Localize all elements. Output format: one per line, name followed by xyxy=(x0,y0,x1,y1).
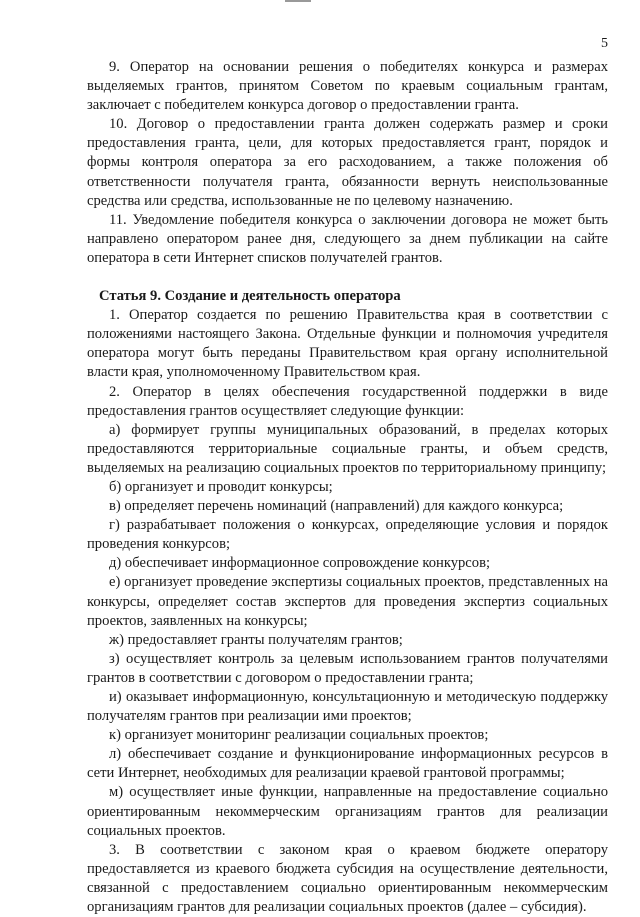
function-item-d: д) обеспечивает информационное сопровождение конкурсов; xyxy=(109,555,491,572)
function-item-a: а) формирует группы муниципальных образований, в пределах которых предоставляются территориальные социальные гранты, и объем средств, выделяемых на реализацию социальных проектов по территориальному принципу; xyxy=(87,421,608,476)
function-item-k: к) организует мониторинг реализации социальных проектов; xyxy=(109,727,489,744)
document-body xyxy=(87,58,608,917)
function-item-m: м) осуществляет иные функции, направленные на предоставление социально ориентированным некоммерческим организациям грантов для реализации социальных проектов. xyxy=(87,784,608,839)
function-item-z: з) осуществляет контроль за целевым использованием грантов получателями грантов в соответствии с договором о предоставлении гранта; xyxy=(87,650,608,686)
function-item-l: л) обеспечивает создание и функционирование информационных ресурсов в сети Интернет, необходимых для реализации краевой грантовой программы; xyxy=(87,746,608,782)
page-number: 5 xyxy=(601,36,608,51)
function-item-zh: ж) предоставляет гранты получателям грантов; xyxy=(109,631,403,648)
function-item-i: и) оказывает информационную, консультационную и методическую поддержку получателям грантов при реализации ими проектов; xyxy=(87,689,608,725)
paragraph-10: 10. Договор о предоставлении гранта должен содержать размер и сроки предоставления гранта, цели, для которых предоставляется грант, порядок и формы контроля оператора за его расходованием, а также положения об ответственности получателя гранта, обязанности вернуть неиспользованные средства или средства, использованные не по целевому назначению. xyxy=(87,116,608,209)
paragraph-11: 11. Уведомление победителя конкурса о заключении договора не может быть направлено оператором ранее дня, следующего за днем публикации на сайте оператора в сети Интернет списков получателей грантов. xyxy=(87,211,608,266)
article-clause-2-intro: 2. Оператор в целях обеспечения государственной поддержки в виде предоставления грантов осуществляет следующие функции: xyxy=(87,383,608,419)
function-item-e: е) организует проведение экспертизы социальных проектов, представленных на конкурсы, определяет состав экспертов для проведения экспертиз социальных проектов, заявленных на конкурсы; xyxy=(87,574,608,629)
article-clause-1: 1. Оператор создается по решению Правительства края в соответствии с положениями настоящего Закона. Отдельные функции и полномочия учредителя оператора могут быть переданы Правительством края органу исполнительной власти края, уполномоченному Правительством края. xyxy=(87,307,608,381)
article-title: Статья 9. Создание и деятельность оператора xyxy=(99,288,401,305)
function-item-g: г) разрабатывает положения о конкурсах, определяющие условия и порядок проведения конкурсов; xyxy=(87,517,608,553)
article-clause-3: 3. В соответствии с законом края о краевом бюджете оператору предоставляется из краевого бюджета субсидия на осуществление деятельности, связанной с предоставлением социально ориентированным некоммерческим организациям грантов для реализации социальных проектов (далее – субсидия). xyxy=(87,841,608,916)
function-item-b: б) организует и проводит конкурсы; xyxy=(109,478,333,495)
paragraph-9: 9. Оператор на основании решения о победителях конкурса и размерах выделяемых грантов, принятом Советом по краевым социальным грантам, заключает с победителем конкурса договор о предоставлении гранта. xyxy=(87,59,608,114)
function-item-v: в) определяет перечень номинаций (направлений) для каждого конкурса; xyxy=(109,498,564,515)
page-top-rule xyxy=(285,0,311,2)
